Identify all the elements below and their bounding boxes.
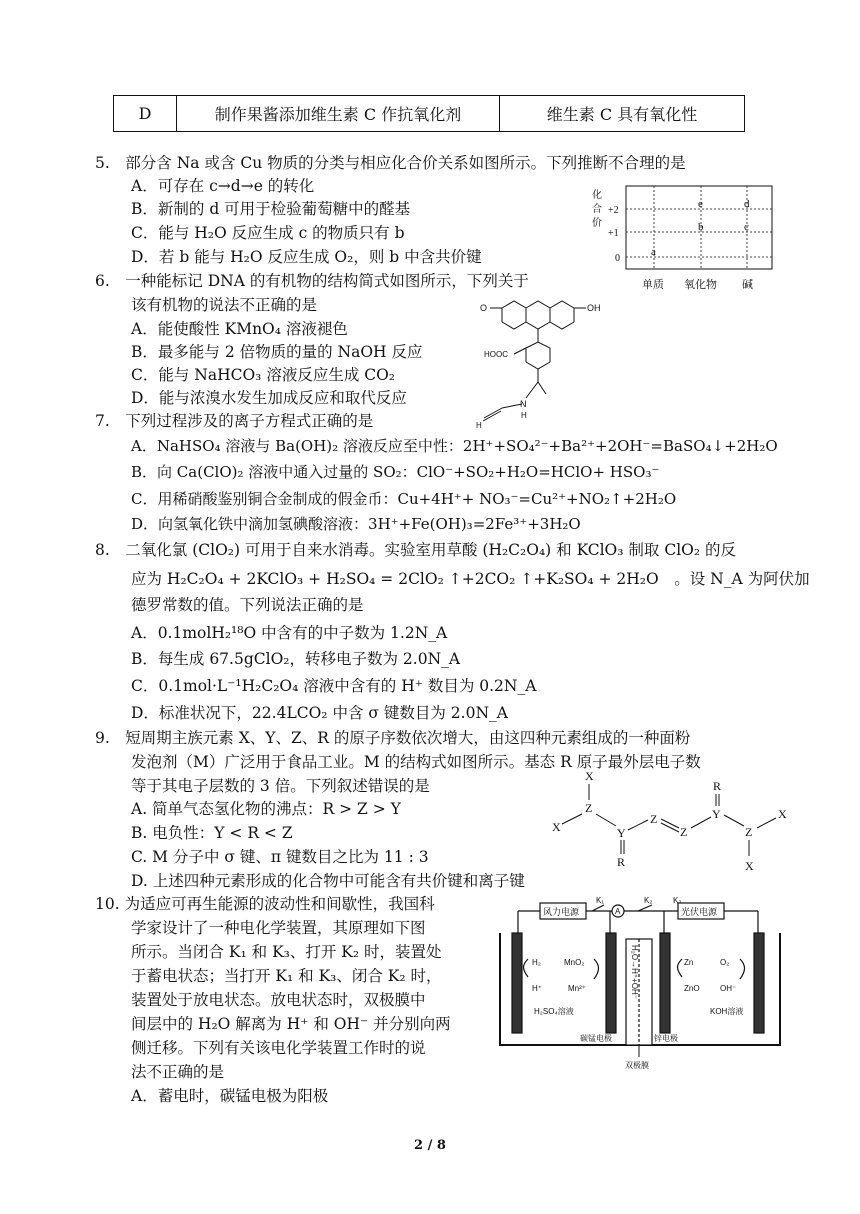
species-oh: OH⁻ <box>720 984 737 993</box>
q7-option-c: C．用稀硝酸鉴别铜合金制成的假金币：Cu+4H⁺+ NO₃⁻=Cu²⁺+NO₂↑+2H₂O <box>131 490 677 508</box>
arrow-mno2-cycle <box>594 959 599 979</box>
bond-z2-z3 <box>661 819 679 828</box>
bond-amide-o <box>538 382 546 394</box>
q9-option-a: A. 简单气态氢化物的沸点：R > Z > Y <box>131 800 401 818</box>
structure-m <box>548 768 798 876</box>
solar-power-label: 光伏电源 <box>681 907 718 917</box>
q9-stem-cont2: 等于其电子层数的 3 倍。下列叙述错误的是 <box>131 777 430 795</box>
point-b: b <box>698 221 704 233</box>
electrochemical-cell-diagram <box>488 893 793 1076</box>
q6-stem: 6. 一种能标记 DNA 的有机物的结构简式如图所示，下列关于 <box>95 272 529 290</box>
electrode-carbon-mn <box>606 933 616 1033</box>
xcat-base: 碱 <box>742 279 753 291</box>
bond-z3-y2 <box>691 817 711 828</box>
atom-n: N <box>520 399 527 409</box>
ammeter-label: A <box>615 907 621 916</box>
q6-option-d: D．能与浓溴水发生加成反应和取代反应 <box>131 389 407 407</box>
h2so4-solution-label: H₂SO₄溶液 <box>534 1007 574 1016</box>
wind-power-label: 风力电源 <box>543 907 580 917</box>
bond-n <box>526 382 538 398</box>
bond-z1-y1 <box>596 814 616 826</box>
atom-r1: R <box>617 855 626 869</box>
q8-stem-cont2: 德罗常数的值。下列说法正确的是 <box>131 596 364 614</box>
atom-nh: H <box>521 411 527 420</box>
atom-x3: X <box>778 807 787 821</box>
q7-stem: 7. 下列过程涉及的离子方程式正确的是 <box>95 412 374 430</box>
atom-z2: Z <box>650 812 658 826</box>
table-cell-option: D <box>114 96 177 132</box>
q9-option-b: B. 电负性：Y < R < Z <box>131 824 293 842</box>
answer-table-row-d <box>113 95 745 132</box>
q10-stem-cont2: 所示。当闭合 K₁ 和 K₃、打开 K₂ 时，装置处 <box>131 943 442 961</box>
bond-y1-z2 <box>628 820 648 830</box>
ylabel-char-1: 化 <box>592 190 602 201</box>
bond-cooh <box>514 348 526 354</box>
q10-option-a: A．蓄电时，碳锰电极为阳极 <box>131 1087 329 1105</box>
q7-option-b: B．向 Ca(ClO)₂ 溶液中通入过量的 SO₂：ClO⁻+SO₂+H₂O=HClO+ HSO₃⁻ <box>131 463 660 481</box>
ytick-plus2: +2 <box>608 205 619 216</box>
ylabel-char-2: 合 <box>592 204 602 215</box>
xcat-elemental: 单质 <box>642 279 664 291</box>
bond-y2-z4 <box>724 815 744 826</box>
switch-k2 <box>638 905 652 911</box>
atom-o: O <box>480 303 488 313</box>
q6-option-a: A．能使酸性 KMnO₄ 溶液褪色 <box>131 320 348 338</box>
atom-h: H <box>476 421 482 430</box>
species-hplus: H⁺ <box>532 984 542 993</box>
switch-k1-label: K₁ <box>596 896 605 905</box>
page-number: 2 / 8 <box>414 1138 446 1153</box>
q7-option-a: A．NaHSO₄ 溶液与 Ba(OH)₂ 溶液反应至中性：2H⁺+SO₄²⁻+Ba²⁺+2OH⁻=BaSO₄↓+2H₂O <box>131 437 778 455</box>
ring-right <box>550 301 574 329</box>
atom-y2: Y <box>712 807 721 821</box>
q10-stem-cont7: 法不正确的是 <box>131 1063 225 1081</box>
arrow-o2-cycle <box>740 959 745 979</box>
q8-stem-cont: 应为 H₂C₂O₄ + 2KClO₃ + H₂SO₄ = 2ClO₂ ↑+2CO₂ ↑+K₂SO₄ + 2H₂O 。设 N_A 为阿伏加 <box>131 570 810 588</box>
point-c: c <box>744 221 749 233</box>
atom-x1: X <box>585 769 594 783</box>
species-mn2: Mn²⁺ <box>568 984 586 993</box>
species-h2: H₂ <box>532 958 541 967</box>
point-d: d <box>744 198 750 210</box>
table-cell-reason: 维生素 C 具有氧化性 <box>500 96 745 132</box>
q6-option-c: C．能与 NaHCO₃ 溶液反应生成 CO₂ <box>131 366 396 384</box>
bond-alkyne <box>484 408 502 418</box>
membrane-reaction: H₂O→H⁺+OH⁻ <box>630 945 639 999</box>
q8-stem: 8. 二氧化氯 (ClO₂) 可用于自来水消毒。实验室用草酸 (H₂C₂O₄) 和 KClO₃ 制取 ClO₂ 的反 <box>95 541 736 559</box>
molecule-structure <box>476 298 606 430</box>
q8-option-c: C．0.1mol·L⁻¹H₂C₂O₄ 溶液中含有的 H⁺ 数目为 0.2N_A <box>131 677 537 695</box>
bond-z2-z3-double <box>661 823 679 832</box>
atom-x2: X <box>552 820 561 834</box>
q10-stem: 10. 为适应可再生能源的波动性和间歇性，我国科 <box>95 895 435 913</box>
atom-hooc: HOOC <box>484 350 508 359</box>
q5-option-b: B．新制的 d 可用于检验葡萄糖中的醛基 <box>131 200 411 218</box>
point-a: a <box>651 246 656 258</box>
ylabel-char-3: 价 <box>592 218 602 229</box>
atom-x4: X <box>745 859 754 873</box>
atom-z1: Z <box>585 801 593 815</box>
point-e: e <box>698 198 703 210</box>
q9-option-c: C. M 分子中 σ 键、π 键数目之比为 11 : 3 <box>131 848 429 866</box>
q7-option-d: D．向氢氧化铁中滴加氢碘酸溶液：3H⁺+Fe(OH)₃=2Fe³⁺+3H₂O <box>131 515 581 533</box>
koh-solution-label: KOH溶液 <box>710 1007 744 1016</box>
q5-option-d: D．若 b 能与 H₂O 反应生成 O₂，则 b 中含共价键 <box>131 248 482 266</box>
switch-k3-label: K₃ <box>673 896 682 905</box>
species-o2: O₂ <box>720 958 730 967</box>
species-mno2: MnO₂ <box>564 958 585 967</box>
atom-y1: Y <box>617 826 626 840</box>
q8-option-d: D．标准状况下，22.4LCO₂ 中含 σ 键数目为 2.0N_A <box>131 704 508 722</box>
species-zno: ZnO <box>684 984 700 993</box>
atom-z4: Z <box>745 825 753 839</box>
ring-phenyl <box>526 342 550 369</box>
switch-k2-label: K₂ <box>644 896 653 905</box>
q9-stem: 9. 短周期主族元素 X、Y、Z、R 的原子序数依次增大，由这四种元素组成的一种面粉 <box>95 729 691 747</box>
bipolar-membrane-label: 双极膜 <box>625 1061 649 1070</box>
ytick-plus1: +1 <box>608 228 619 239</box>
q5-option-a: A．可存在 c→d→e 的转化 <box>131 177 315 195</box>
q10-stem-cont6: 侧迁移。下列有关该电化学装置工作时的说 <box>131 1039 426 1057</box>
xcat-oxide: 氧化物 <box>684 279 717 291</box>
switch-k1 <box>592 905 604 911</box>
arrow-zn-cycle <box>678 959 683 977</box>
ring-left <box>502 301 526 329</box>
q9-option-d: D. 上述四种元素形成的化合物中可能含有共价键和离子键 <box>131 872 525 890</box>
table-cell-operation: 制作果酱添加维生素 C 作抗氧化剂 <box>177 96 500 132</box>
zinc-electrode-label: 锌电极 <box>654 1034 678 1043</box>
electrode-zinc <box>660 933 670 1033</box>
q6-stem-cont: 该有机物的说法不正确的是 <box>131 296 318 314</box>
q9-stem-cont: 发泡剂（M）广泛用于食品工业。M 的结构式如图所示。基态 R 原子最外层电子数 <box>131 753 701 771</box>
ytick-zero: 0 <box>615 253 620 264</box>
q10-stem-cont4: 装置处于放电状态。放电状态时，双极膜中 <box>131 991 426 1009</box>
bond-z1-x2 <box>562 814 582 824</box>
q10-stem-cont5: 间层中的 H₂O 解离为 H⁺ 和 OH⁻ 并分别向两 <box>131 1015 451 1033</box>
bond-ch2 <box>502 404 522 408</box>
electrode-right-1 <box>754 933 764 1033</box>
q10-stem-cont3: 于蓄电状态；当打开 K₁ 和 K₃、闭合 K₂ 时， <box>131 967 442 985</box>
bond-z4-x3 <box>757 818 776 828</box>
q5-stem: 5. 部分含 Na 或含 Cu 物质的分类与相应化合价关系如图所示。下列推断不合理的是 <box>95 154 686 172</box>
q5-option-c: C．能与 H₂O 反应生成 c 的物质只有 b <box>131 224 405 242</box>
arrow-left-cycle <box>524 959 529 977</box>
atom-r2: R <box>713 779 722 793</box>
atom-z3: Z <box>680 825 688 839</box>
bond-alkyne-2 <box>483 411 501 421</box>
carbon-mn-electrode-label: 碳锰电极 <box>580 1034 612 1043</box>
atom-oh: OH <box>587 303 601 313</box>
ring-middle <box>526 301 550 329</box>
q10-stem-cont: 学家设计了一种电化学装置，其原理如下图 <box>131 919 426 937</box>
q8-option-b: B．每生成 67.5gClO₂，转移电子数为 2.0N_A <box>131 650 461 668</box>
electrode-left-1 <box>512 933 522 1033</box>
q6-option-b: B．最多能与 2 倍物质的量的 NaOH 反应 <box>131 343 423 361</box>
valence-chart <box>590 182 780 294</box>
species-zn: Zn <box>684 958 694 967</box>
q8-option-a: A．0.1molH₂¹⁸O 中含有的中子数为 1.2N_A <box>131 624 448 642</box>
